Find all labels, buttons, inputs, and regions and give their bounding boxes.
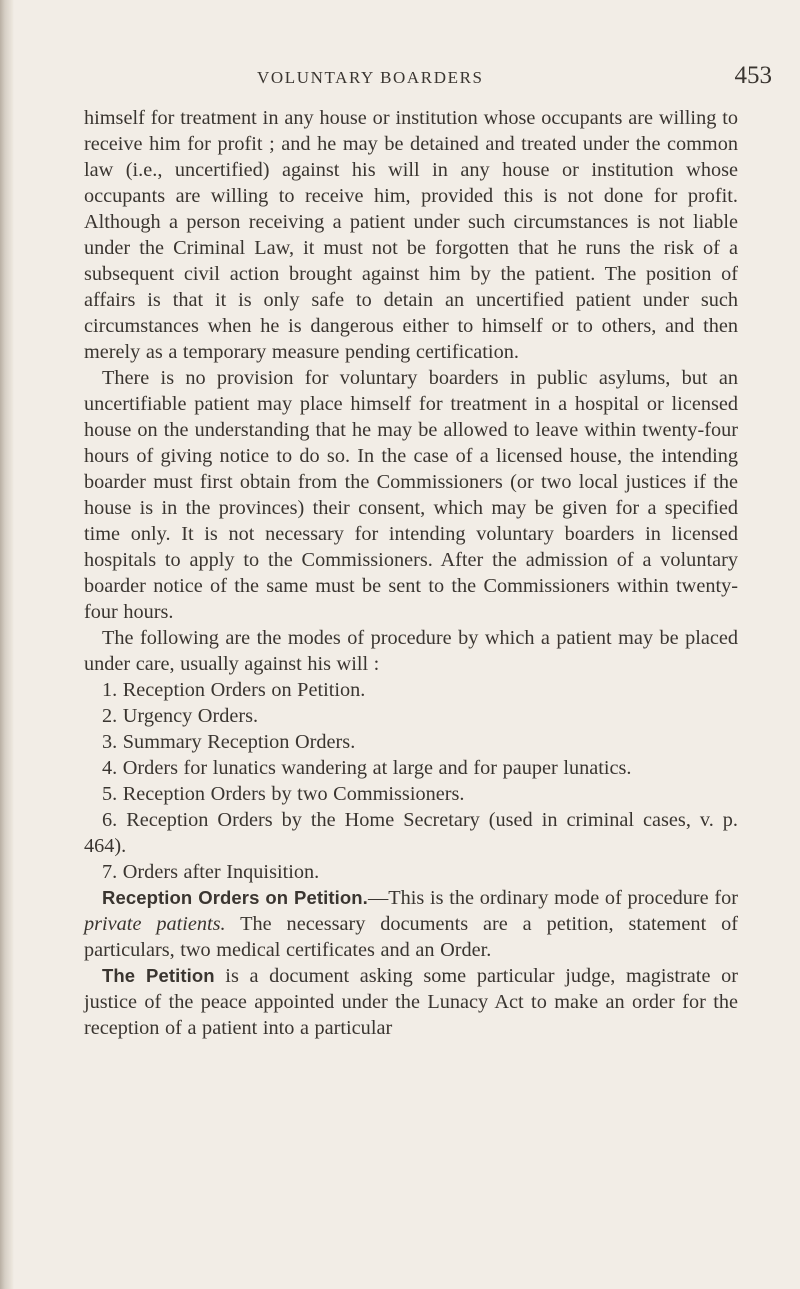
section-heading-petition: The Petition [102, 965, 215, 986]
list-item: 2. Urgency Orders. [102, 705, 259, 727]
reception-text-before: —This is the ordinary mode of procedure for [367, 887, 738, 909]
list-item: 1. Reception Orders on Petition. [102, 679, 366, 701]
list-item: 5. Reception Orders by two Commissioners. [102, 783, 465, 805]
paragraph-petition [84, 963, 738, 1041]
page-body [84, 105, 738, 1041]
list-item: 7. Orders after Inquisition. [102, 861, 320, 883]
petition-text: is a document asking some particular judge, magistrate or justice of the peace appointed under the Lunacy Act to make an order for the reception of a patient into a particular [84, 965, 738, 1039]
paragraph-voluntary-boarders: There is no provision for voluntary boarders in public asylums, but an uncertifiable patient may place himself for treatment in a hospital or licensed house on the understanding that he may be allowed to leave within twenty-four hours of giving notice to do so. In the case of a licensed house, the intending boarder must first obtain from the Commissioners (or two local justices if the house is in the provinces) their consent, which may be given for a specified time only. It is not necessary for intending voluntary boarders in licensed hospitals to apply to the Commissioners. After the admission of a voluntary boarder notice of the same must be sent to the Commissioners within twenty-four hours. [84, 367, 738, 623]
paragraph-continuation: himself for treatment in any house or institution whose occupants are willing to receive him for profit ; and he may be detained and treated under the common law (i.e., uncertified) against his will in any house or institution whose occupants are willing to receive him, provided this is not done for profit. Although a person receiving a patient under such circumstances is not liable under the Criminal Law, it must not be forgotten that he runs the risk of a subsequent civil action brought against him by the patient. The position of affairs is that it is only safe to detain an uncertified patient under such circumstances when he is dangerous either to himself or to others, and then merely as a temporary measure pending certification. [84, 107, 738, 363]
page-number: 453 [734, 62, 772, 89]
list-item: 3. Summary Reception Orders. [102, 731, 356, 753]
page-header [120, 62, 780, 98]
paragraph-modes-of-procedure: The following are the modes of procedure by which a patient may be placed under care, usually against his will : [84, 627, 738, 675]
procedure-list [84, 677, 738, 885]
reception-text-after: The necessary documents are a petition, statement of particulars, two medical certificates and an Order. [84, 913, 738, 961]
list-item: 6. Reception Orders by the Home Secretary (used in criminal cases, v. p. 464). [84, 809, 738, 857]
running-head: VOLUNTARY BOARDERS [257, 68, 484, 87]
paragraph-reception-orders [84, 885, 738, 963]
section-heading-reception-orders: Reception Orders on Petition. [102, 887, 368, 908]
book-spine-shadow [0, 0, 14, 1289]
reception-italic-term: private patients. [84, 913, 226, 935]
list-item: 4. Orders for lunatics wandering at large and for pauper lunatics. [102, 757, 632, 779]
